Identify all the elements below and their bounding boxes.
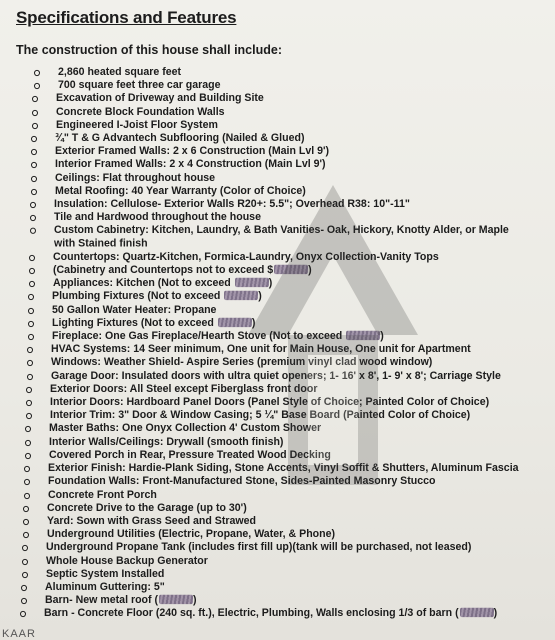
spec-item-text: HVAC Systems: 14 Seer minimum, One unit for Main House, One unit for Apartment: [51, 343, 471, 356]
bullet-icon: [27, 374, 33, 380]
bullet-icon: [20, 611, 26, 617]
spec-item-text: Ceilings: Flat throughout house: [55, 171, 216, 184]
bullet-icon: [31, 189, 37, 195]
bullet-icon: [23, 532, 29, 538]
bullet-icon: [32, 110, 38, 116]
spec-item: [0, 594, 555, 608]
spec-item-text: Interior Doors: Hardboard Panel Doors (Panel Style of Choice; Painted Color of Choice): [50, 395, 490, 409]
bullet-icon: [31, 149, 37, 155]
spec-item: [0, 383, 555, 397]
bullet-icon: [27, 347, 33, 353]
spec-item: [0, 290, 555, 304]
spec-item-suffix: ): [380, 329, 384, 343]
spec-item: [0, 277, 555, 291]
spec-item: [0, 435, 555, 449]
bullet-icon: [25, 426, 31, 432]
spec-item-text: Interior Trim: 3" Door & Window Casing; 5 ¼" Base Board (Painted Color of Choice): [50, 409, 471, 422]
spec-item-text: Engineered I-Joist Floor System: [56, 118, 218, 132]
bullet-icon: [25, 453, 31, 459]
spec-item-text: Plumbing Fixtures (Not to exceed: [52, 290, 224, 303]
spec-item-text: Aluminum Guttering: 5": [45, 580, 165, 594]
spec-item-suffix: ): [251, 316, 256, 330]
bullet-icon: [29, 281, 35, 287]
bullet-icon: [34, 83, 40, 89]
bullet-icon: [25, 440, 31, 446]
spec-item-suffix: ): [193, 593, 197, 607]
bullet-icon: [30, 202, 36, 208]
spec-item: [0, 119, 555, 133]
spec-item-text: Barn - Concrete Floor (240 sq. ft.), Electric, Plumbing, Walls enclosing 1/3 of barn (: [44, 607, 459, 620]
bullet-icon: [29, 268, 35, 274]
intro-text: The construction of this house shall include:: [16, 43, 282, 57]
spec-item-suffix: ): [493, 607, 498, 620]
spec-item: [0, 171, 555, 185]
bullet-icon: [28, 308, 34, 314]
spec-item: [0, 356, 555, 370]
spec-item-text: Appliances: Kitchen (Not to exceed: [53, 276, 234, 290]
redacted-amount: [218, 318, 252, 327]
redacted-amount: [235, 278, 269, 287]
spec-item: [0, 422, 555, 436]
redacted-amount: [460, 608, 494, 617]
spec-item: [0, 132, 555, 146]
spec-item-text: Lighting Fixtures (Not to exceed: [52, 316, 217, 330]
spec-item-text: ¾" T & G Advantech Subflooring (Nailed & Glued): [55, 131, 305, 145]
spec-item: [0, 251, 555, 265]
bullet-icon: [28, 321, 34, 327]
spec-item-text: Metal Roofing: 40 Year Warranty (Color of Choice): [55, 184, 306, 198]
bullet-icon: [24, 492, 30, 498]
bullet-icon: [21, 598, 27, 604]
spec-item-text: 2,860 heated square feet: [58, 65, 182, 79]
spec-item-text: Whole House Backup Generator: [46, 554, 208, 567]
bullet-icon: [22, 545, 28, 551]
spec-item-text: Covered Porch in Rear, Pressure Treated Wood Decking: [49, 448, 331, 462]
spec-item-text: Fireplace: One Gas Fireplace/Hearth Stove (Not to exceed: [52, 329, 346, 343]
bullet-icon: [27, 360, 33, 366]
spec-item-text: Exterior Finish: Hardie-Plank Siding, Stone Accents, Vinyl Soffit & Shutters, Aluminum Fascia: [48, 461, 519, 475]
spec-item-text: Foundation Walls: Front-Manufactured Stone, Sides-Painted Masonry Stucco: [48, 475, 436, 488]
spec-item: [0, 92, 555, 106]
spec-item-suffix: ): [268, 276, 273, 290]
bullet-icon: [32, 123, 38, 129]
brand-watermark: KAAR: [2, 628, 36, 640]
spec-item: [0, 554, 555, 568]
spec-item: [0, 303, 555, 317]
spec-item: [0, 105, 555, 119]
spec-item-text: Windows: Weather Shield- Aspire Series (premium vinyl clad wood window): [51, 356, 433, 369]
bullet-icon: [23, 519, 29, 525]
spec-item: [0, 66, 555, 80]
spec-item: [0, 607, 555, 621]
bullet-icon: [29, 255, 35, 261]
spec-item: [0, 541, 555, 555]
bullet-icon: [31, 176, 37, 182]
spec-item: [0, 145, 555, 159]
spec-item: [0, 567, 555, 581]
spec-item-text: Concrete Drive to the Garage (up to 30'): [47, 501, 247, 514]
spec-item-text: Underground Utilities (Electric, Propane, Water, & Phone): [47, 527, 336, 541]
bullet-icon: [30, 228, 36, 234]
spec-item: [0, 501, 555, 515]
redacted-amount: [346, 331, 380, 340]
spec-item-text: Garage Door: Insulated doors with ultra quiet openers; 1- 16' x 8', 1- 9' x 8'; Carriage Style: [51, 369, 501, 382]
spec-item-text: (Cabinetry and Countertops not to exceed $: [53, 263, 274, 277]
bullet-icon: [28, 334, 34, 340]
spec-item: [0, 330, 555, 344]
spec-item: [0, 475, 555, 489]
bullet-icon: [24, 479, 30, 485]
spec-item: [0, 224, 514, 251]
spec-item-text: Tile and Hardwood throughout the house: [54, 210, 261, 224]
spec-item-suffix: ): [258, 290, 262, 303]
spec-item: [0, 185, 555, 199]
spec-item: [0, 343, 555, 357]
spec-item: [0, 369, 555, 383]
spec-item: [0, 488, 555, 502]
bullet-icon: [26, 413, 32, 419]
bullet-icon: [30, 215, 36, 221]
spec-item: [0, 409, 555, 423]
spec-item-text: Exterior Framed Walls: 2 x 6 Construction (Main Lvl 9'): [55, 144, 330, 158]
bullet-icon: [24, 466, 30, 472]
bullet-icon: [22, 572, 28, 578]
spec-item: [0, 449, 555, 463]
bullet-icon: [21, 585, 27, 591]
spec-item-text: Underground Propane Tank (includes first fill up)(tank will be purchased, not leased): [46, 541, 472, 554]
bullet-icon: [26, 387, 32, 393]
spec-item: [0, 581, 555, 595]
redacted-amount: [224, 291, 258, 300]
bullet-icon: [31, 162, 37, 168]
spec-item-text: Concrete Block Foundation Walls: [56, 105, 225, 118]
spec-item-text: Countertops: Quartz-Kitchen, Formica-Laundry, Onyx Collection-Vanity Tops: [53, 250, 439, 264]
spec-item: [0, 462, 555, 476]
bullet-icon: [32, 96, 38, 102]
redacted-amount: [274, 265, 308, 274]
spec-item: [0, 79, 555, 93]
bullet-icon: [28, 294, 34, 300]
page-title: Specifications and Features: [16, 8, 237, 27]
spec-item: [0, 528, 555, 542]
spec-item-text: Interior Framed Walls: 2 x 4 Construction (Main Lvl 9'): [55, 158, 326, 171]
redacted-amount: [159, 595, 193, 604]
spec-item: [0, 515, 555, 529]
bullet-icon: [23, 506, 29, 512]
spec-item: [0, 198, 555, 212]
spec-list: [0, 66, 555, 621]
bullet-icon: [31, 136, 37, 142]
spec-item: [0, 317, 555, 331]
spec-item-text: Insulation: Cellulose- Exterior Walls R20+: 5.5"; Overhead R38: 10"-11": [54, 197, 410, 211]
spec-item: [0, 158, 555, 172]
spec-item-text: Master Baths: One Onyx Collection 4' Custom Shower: [49, 422, 322, 435]
spec-item-text: Exterior Doors: All Steel except Fiberglass front door: [50, 382, 318, 396]
bullet-icon: [22, 558, 28, 564]
spec-item-text: 50 Gallon Water Heater: Propane: [52, 303, 217, 316]
spec-item-text: Barn- New metal roof (: [45, 593, 159, 607]
spec-item: [0, 396, 555, 410]
spec-item-text: Septic System Installed: [46, 567, 165, 580]
spec-item-suffix: ): [308, 263, 312, 277]
spec-item-text: 700 square feet three car garage: [58, 78, 221, 92]
spec-item-text: Concrete Front Porch: [48, 488, 157, 501]
spec-item-text: Excavation of Driveway and Building Site: [56, 92, 264, 105]
spec-item-text: Custom Cabinetry: Kitchen, Laundry, & Bath Vanities- Oak, Hickory, Knotty Alder, or Maple with Stained finish: [54, 223, 509, 251]
bullet-icon: [34, 70, 40, 76]
spec-item-text: Interior Walls/Ceilings: Drywall (smooth finish): [49, 435, 284, 448]
spec-item-text: Yard: Sown with Grass Seed and Strawed: [47, 514, 256, 528]
bullet-icon: [26, 400, 32, 406]
spec-item: [0, 264, 555, 278]
